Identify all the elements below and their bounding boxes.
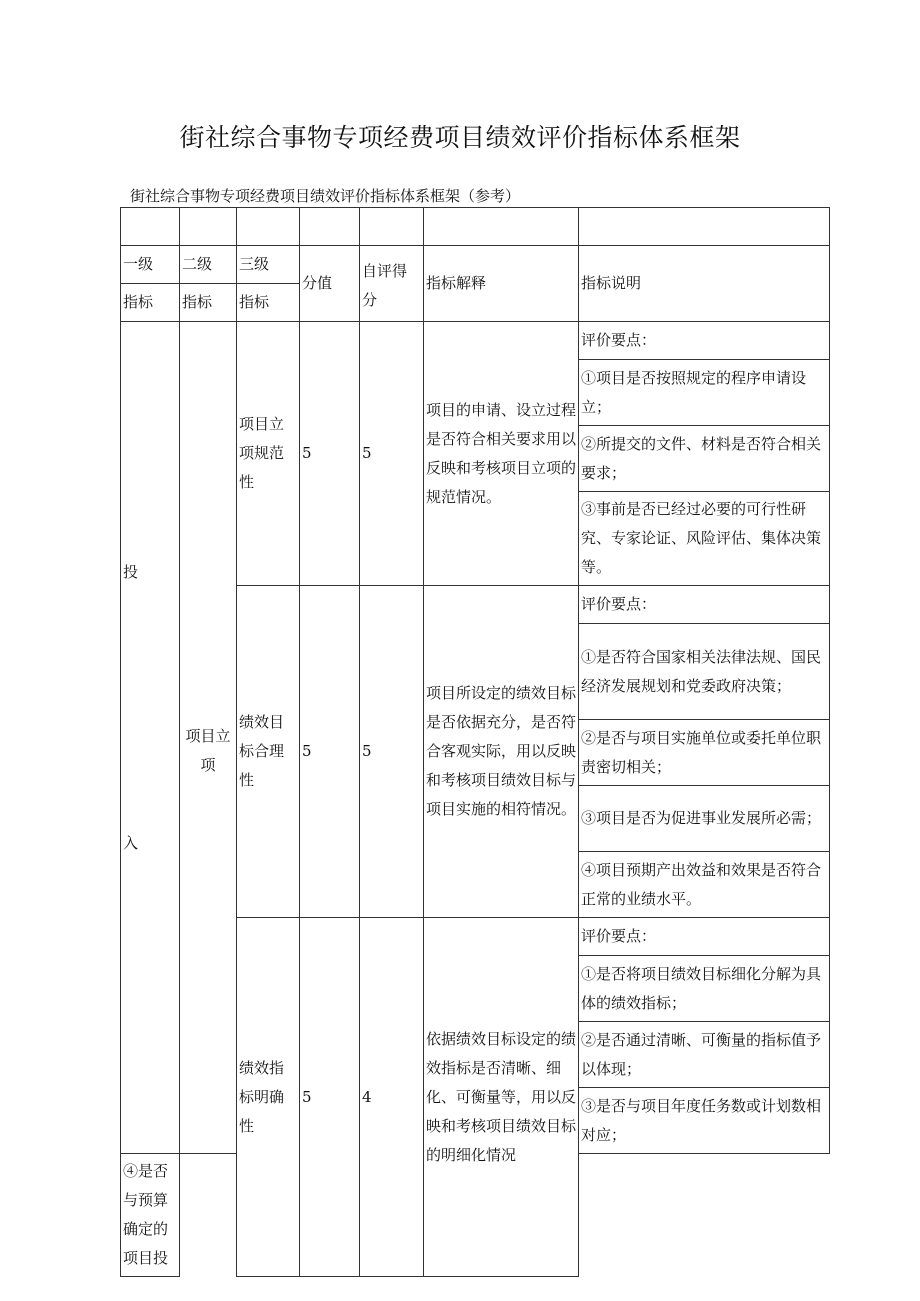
blank-cell <box>300 208 360 246</box>
document-title: 街社综合事物专项经费项目绩效评价指标体系框架 <box>179 123 741 152</box>
evaluation-point: ①是否符合国家相关法律法规、国民经济发展规划和党委政府决策； <box>579 624 830 720</box>
header-level3-top: 三级 <box>237 246 300 284</box>
evaluation-point: ②所提交的文件、材料是否符合相关要求； <box>579 426 830 492</box>
level2-cell: 项目立项 <box>180 322 237 1154</box>
evaluation-point: ③是否与项目年度任务数或计划数相对应； <box>579 1088 830 1154</box>
header-description: 指标说明 <box>579 246 830 322</box>
level3-cell: 绩效目标合理性 <box>237 586 300 918</box>
evaluation-point: ③事前是否已经过必要的可行性研究、专家论证、风险评估、集体决策等。 <box>579 492 830 586</box>
blank-row <box>121 208 830 246</box>
evaluation-point: 评价要点： <box>579 918 830 956</box>
level3-cell: 绩效指标明确性 <box>237 918 300 1277</box>
table-row <box>121 322 830 360</box>
header-level3-bottom: 指标 <box>237 284 300 322</box>
self-score-cell: 5 <box>360 586 424 918</box>
header-level1-top: 一级 <box>121 246 180 284</box>
explanation-cell: 依据绩效目标设定的绩效指标是否清晰、细化、可衡量等，用以反映和考核项目绩效目标的明细化情况 <box>424 918 579 1277</box>
blank-cell <box>180 208 237 246</box>
table-caption: 街社综合事物专项经费项目绩效评价指标体系框架（参考） <box>130 187 521 205</box>
blank-cell <box>237 208 300 246</box>
level1-char-2: 入 <box>123 833 139 852</box>
evaluation-point: 评价要点： <box>579 322 830 360</box>
indicator-table <box>120 207 830 1277</box>
header-level2-top: 二级 <box>180 246 237 284</box>
score-cell: 5 <box>300 918 360 1277</box>
header-score: 分值 <box>300 246 360 322</box>
header-level2-bottom: 指标 <box>180 284 237 322</box>
evaluation-point: ②是否通过清晰、可衡量的指标值予以体现； <box>579 1022 830 1088</box>
level3-cell: 项目立项规范性 <box>237 322 300 586</box>
header-self-score: 自评得分 <box>360 246 424 322</box>
evaluation-point: 评价要点： <box>579 586 830 624</box>
header-level1-bottom: 指标 <box>121 284 180 322</box>
score-cell: 5 <box>300 322 360 586</box>
header-row-1 <box>121 246 830 284</box>
blank-cell <box>424 208 579 246</box>
evaluation-point: ②是否与项目实施单位或委托单位职责密切相关； <box>579 720 830 786</box>
evaluation-point: ①项目是否按照规定的程序申请设立； <box>579 360 830 426</box>
explanation-cell: 项目所设定的绩效目标是否依据充分，是否符合客观实际，用以反映和考核项目绩效目标与项目实施的相符情况。 <box>424 586 579 918</box>
level1-char-1: 投 <box>123 562 139 581</box>
explanation-cell: 项目的申请、设立过程是否符合相关要求用以反映和考核项目立项的规范情况。 <box>424 322 579 586</box>
self-score-cell: 5 <box>360 322 424 586</box>
evaluation-point: ①是否将项目绩效目标细化分解为具体的绩效指标； <box>579 956 830 1022</box>
blank-cell <box>121 208 180 246</box>
level1-cell <box>121 322 180 1154</box>
blank-cell <box>579 208 830 246</box>
evaluation-point: ④是否与预算确定的项目投 <box>121 1154 180 1277</box>
self-score-cell: 4 <box>360 918 424 1277</box>
evaluation-point: ③项目是否为促进事业发展所必需； <box>579 786 830 852</box>
blank-cell <box>360 208 424 246</box>
evaluation-point: ④项目预期产出效益和效果是否符合正常的业绩水平。 <box>579 852 830 918</box>
score-cell: 5 <box>300 586 360 918</box>
header-explanation: 指标解释 <box>424 246 579 322</box>
